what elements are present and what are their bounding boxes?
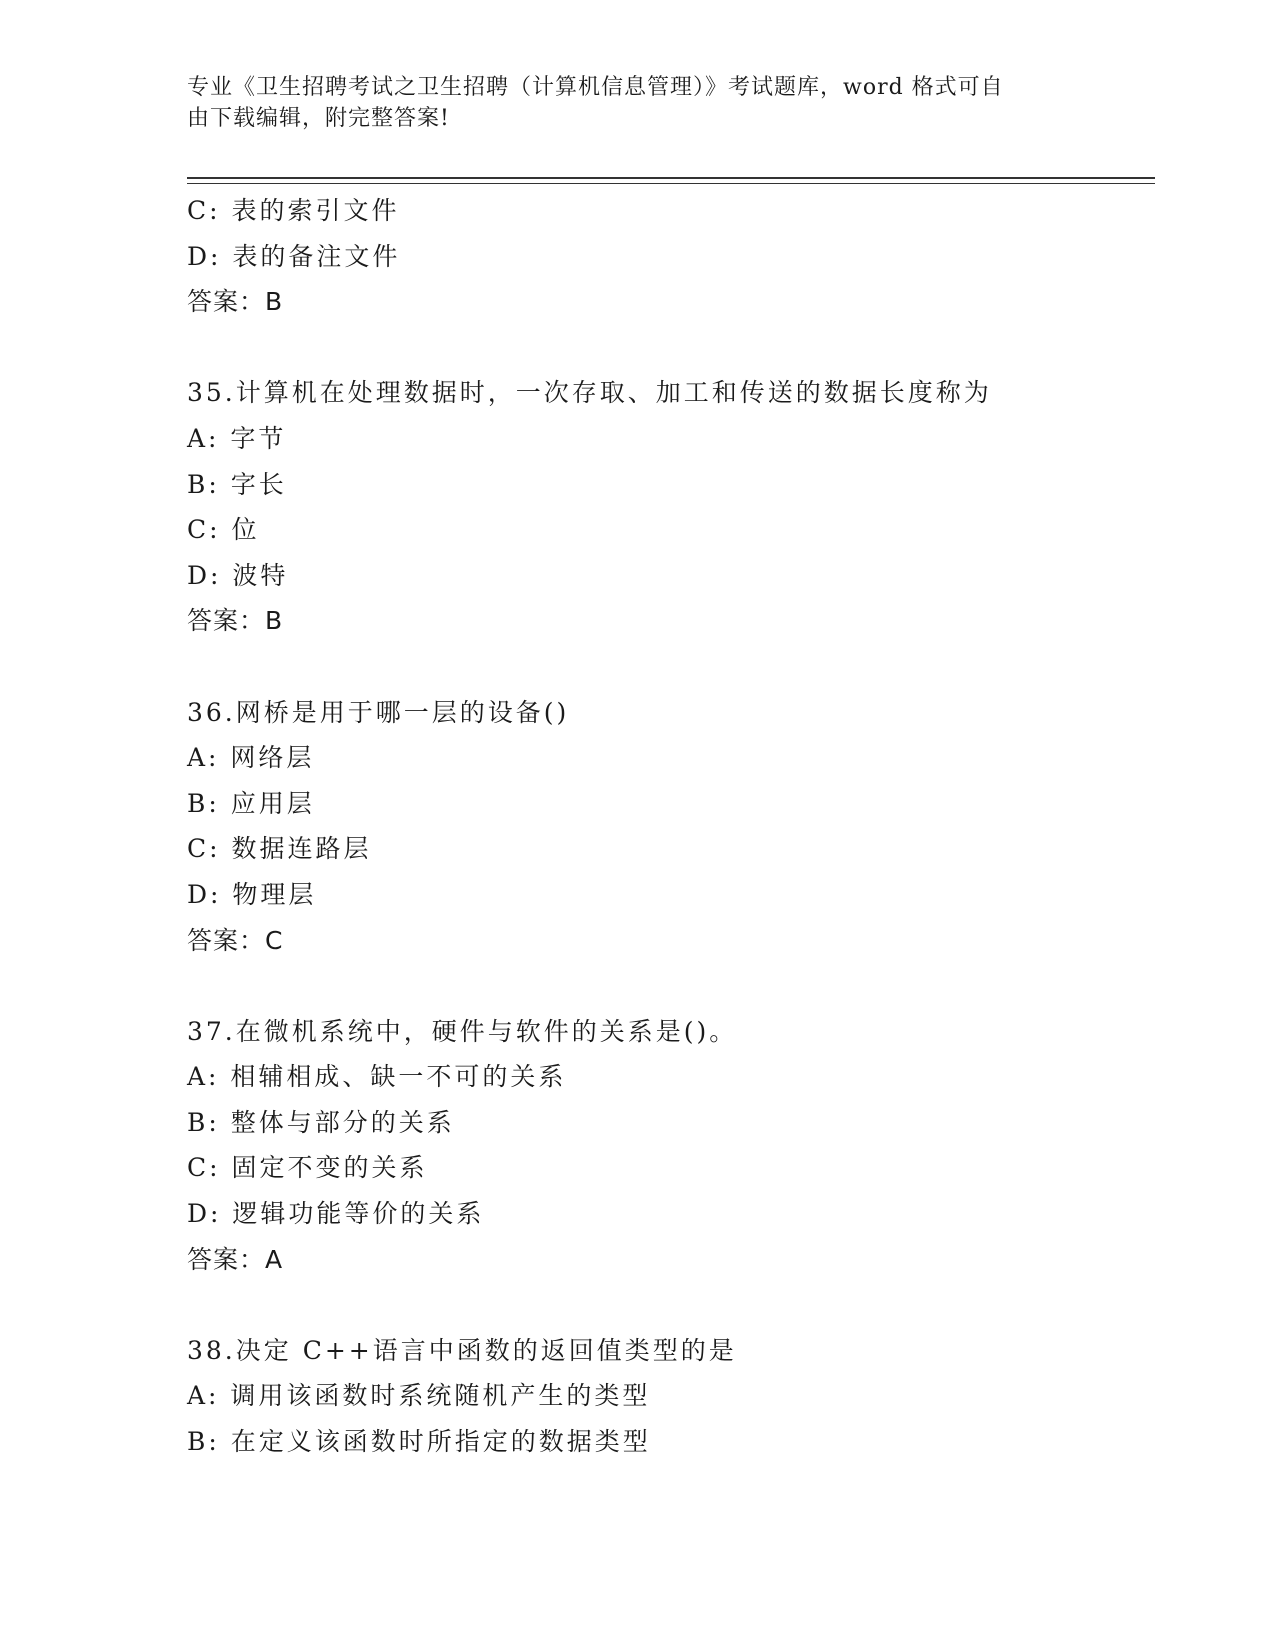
- spacer: [187, 644, 1147, 690]
- question-block-36: [187, 690, 1147, 964]
- document-header: [187, 72, 1087, 134]
- option-line: D: 表的备注文件: [187, 241, 401, 271]
- option-line: C: 表的索引文件: [187, 196, 400, 225]
- answer-line: 答案：C: [187, 925, 284, 955]
- option-line: B: 字长: [187, 469, 287, 499]
- answer-line: 答案：B: [187, 287, 284, 317]
- option-line: C: 固定不变的关系: [187, 1153, 428, 1183]
- question-block-37: [187, 1009, 1147, 1283]
- header-divider-thick: [187, 177, 1155, 179]
- header-line-1: 专业《卫生招聘考试之卫生招聘（计算机信息管理）》考试题库，word 格式可自: [187, 75, 1004, 100]
- spacer: [187, 963, 1147, 1009]
- option-line: A: 调用该函数时系统随机产生的类型: [187, 1381, 651, 1411]
- question-block-35: [187, 370, 1147, 644]
- answer-line: 答案：A: [187, 1244, 284, 1274]
- option-line: A: 相辅相成、缺一不可的关系: [187, 1062, 567, 1092]
- header-line-2: 由下载编辑，附完整答案!: [187, 106, 450, 131]
- header-divider-thin: [187, 183, 1155, 184]
- option-line: D: 物理层: [187, 879, 317, 909]
- answer-line: 答案：B: [187, 606, 284, 636]
- option-line: C: 位: [187, 515, 260, 545]
- option-line: C: 数据连路层: [187, 834, 372, 864]
- option-line: B: 整体与部分的关系: [187, 1107, 455, 1137]
- question-text: 35.计算机在处理数据时，一次存取、加工和传送的数据长度称为: [187, 378, 992, 408]
- spacer: [187, 1282, 1147, 1328]
- option-line: A: 字节: [187, 423, 287, 453]
- option-line: D: 逻辑功能等价的关系: [187, 1199, 485, 1229]
- option-line: A: 网络层: [187, 743, 315, 773]
- question-text: 37.在微机系统中，硬件与软件的关系是()。: [187, 1016, 738, 1046]
- option-line: B: 在定义该函数时所指定的数据类型: [187, 1427, 651, 1457]
- spacer: [187, 325, 1147, 371]
- question-list: [187, 188, 1147, 1465]
- question-text: 38.决定 C++语言中函数的返回值类型的是: [187, 1335, 737, 1365]
- question-text: 36.网桥是用于哪一层的设备(): [187, 697, 570, 727]
- option-line: B: 应用层: [187, 788, 315, 818]
- question-block-38: [187, 1328, 1147, 1465]
- option-line: D: 波特: [187, 560, 289, 590]
